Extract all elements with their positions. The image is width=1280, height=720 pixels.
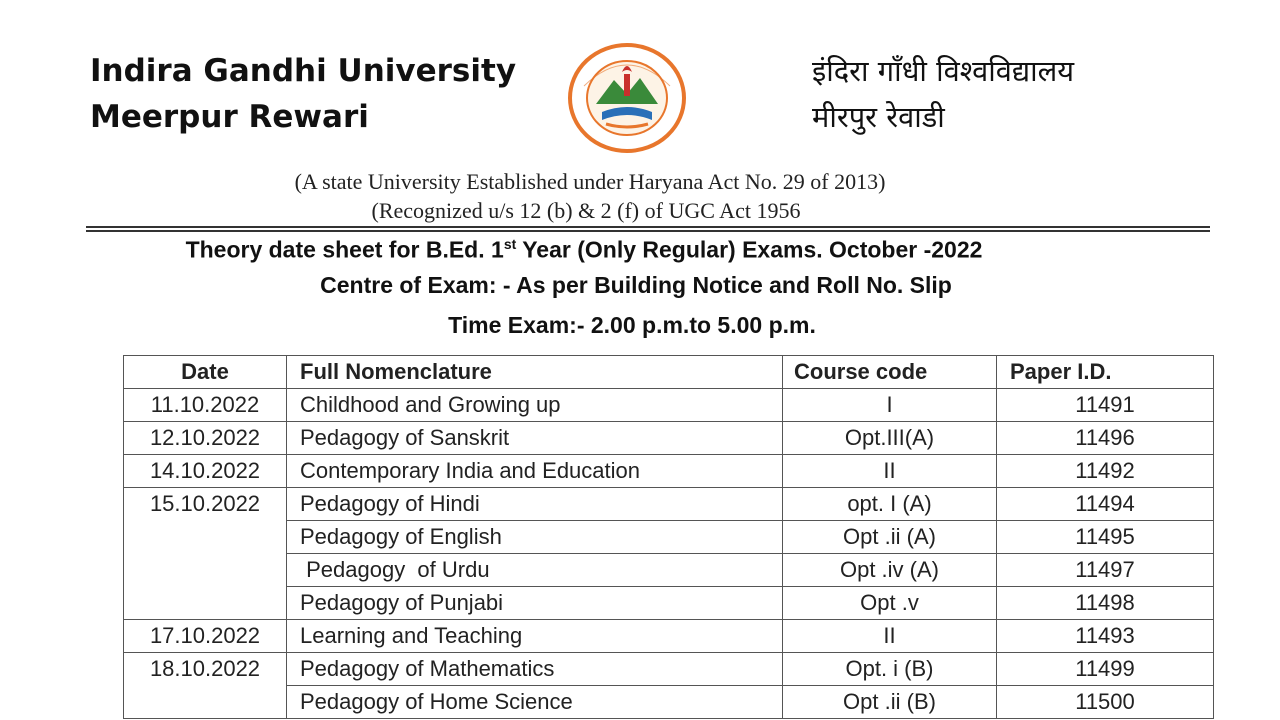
university-name-hindi <box>812 48 1074 140</box>
cell-course-code: Opt .ii (A) <box>783 521 997 554</box>
title-text-pre: Theory date sheet for B.Ed. 1 <box>185 236 504 263</box>
cell-course-code: Opt .ii (B) <box>783 686 997 719</box>
table-row <box>124 455 1214 488</box>
cell-paper-id: 11496 <box>997 422 1214 455</box>
table-row <box>124 686 1214 719</box>
cell-paper-id: 11499 <box>997 653 1214 686</box>
cell-paper-id: 11497 <box>997 554 1214 587</box>
cell-date: 11.10.2022 <box>124 389 287 422</box>
exam-time-line: Time Exam:- 2.00 p.m.to 5.00 p.m. <box>448 312 816 338</box>
cell-date <box>124 686 287 719</box>
table-row <box>124 389 1214 422</box>
date-sheet-table <box>123 355 1214 719</box>
table-row <box>124 653 1214 686</box>
cell-nomenclature: Pedagogy of Hindi <box>287 488 783 521</box>
table-row <box>124 620 1214 653</box>
university-location-hindi-line: मीरपुर रेवाडी <box>812 100 945 134</box>
cell-paper-id: 11500 <box>997 686 1214 719</box>
university-name-english <box>90 48 516 140</box>
header-course-code: Course code <box>783 356 997 389</box>
date-sheet-title <box>0 236 1168 264</box>
cell-date: 12.10.2022 <box>124 422 287 455</box>
header-paper-id: Paper I.D. <box>997 356 1214 389</box>
cell-date: 17.10.2022 <box>124 620 287 653</box>
cell-course-code: Opt. i (B) <box>783 653 997 686</box>
cell-paper-id: 11492 <box>997 455 1214 488</box>
table-row <box>124 488 1214 521</box>
cell-paper-id: 11493 <box>997 620 1214 653</box>
cell-date <box>124 521 287 554</box>
cell-nomenclature: Childhood and Growing up <box>287 389 783 422</box>
cell-nomenclature: Pedagogy of Home Science <box>287 686 783 719</box>
cell-date: 15.10.2022 <box>124 488 287 521</box>
header-divider-bottom <box>86 230 1210 232</box>
cell-paper-id: 11494 <box>997 488 1214 521</box>
table-row <box>124 587 1214 620</box>
cell-nomenclature: Pedagogy of Punjabi <box>287 587 783 620</box>
cell-course-code: opt. I (A) <box>783 488 997 521</box>
header-divider-top <box>86 226 1210 228</box>
table-header-row <box>124 356 1214 389</box>
university-name-hindi-line1: इंदिरा गाँधी विश्वविद्यालय <box>812 54 1075 88</box>
exam-centre-line: Centre of Exam: - As per Building Notice and Roll No. Slip <box>320 272 952 298</box>
cell-course-code: II <box>783 620 997 653</box>
table-row <box>124 554 1214 587</box>
cell-course-code: Opt .v <box>783 587 997 620</box>
cell-paper-id: 11495 <box>997 521 1214 554</box>
table-row <box>124 521 1214 554</box>
cell-course-code: I <box>783 389 997 422</box>
university-name-line1: Indira Gandhi University <box>90 53 517 89</box>
cell-date: 14.10.2022 <box>124 455 287 488</box>
cell-course-code: II <box>783 455 997 488</box>
cell-course-code: Opt .iv (A) <box>783 554 997 587</box>
established-line: (A state University Established under Haryana Act No. 29 of 2013) <box>294 169 886 194</box>
title-superscript: st <box>503 236 517 252</box>
cell-paper-id: 11498 <box>997 587 1214 620</box>
table-row <box>124 422 1214 455</box>
cell-nomenclature: Learning and Teaching <box>287 620 783 653</box>
cell-paper-id: 11491 <box>997 389 1214 422</box>
cell-nomenclature: Contemporary India and Education <box>287 455 783 488</box>
university-logo <box>566 42 688 154</box>
title-text-post: Year (Only Regular) Exams. October -2022 <box>516 236 983 263</box>
cell-course-code: Opt.III(A) <box>783 422 997 455</box>
header-date: Date <box>124 356 287 389</box>
university-location-line: Meerpur Rewari <box>90 99 369 135</box>
header-nomenclature: Full Nomenclature <box>287 356 783 389</box>
cell-nomenclature: Pedagogy of English <box>287 521 783 554</box>
cell-date: 18.10.2022 <box>124 653 287 686</box>
cell-nomenclature: Pedagogy of Sanskrit <box>287 422 783 455</box>
cell-date <box>124 554 287 587</box>
cell-nomenclature: Pedagogy of Mathematics <box>287 653 783 686</box>
cell-date <box>124 587 287 620</box>
recognized-line: (Recognized u/s 12 (b) & 2 (f) of UGC Act 1956 <box>371 198 801 223</box>
cell-nomenclature: Pedagogy of Urdu <box>287 554 783 587</box>
